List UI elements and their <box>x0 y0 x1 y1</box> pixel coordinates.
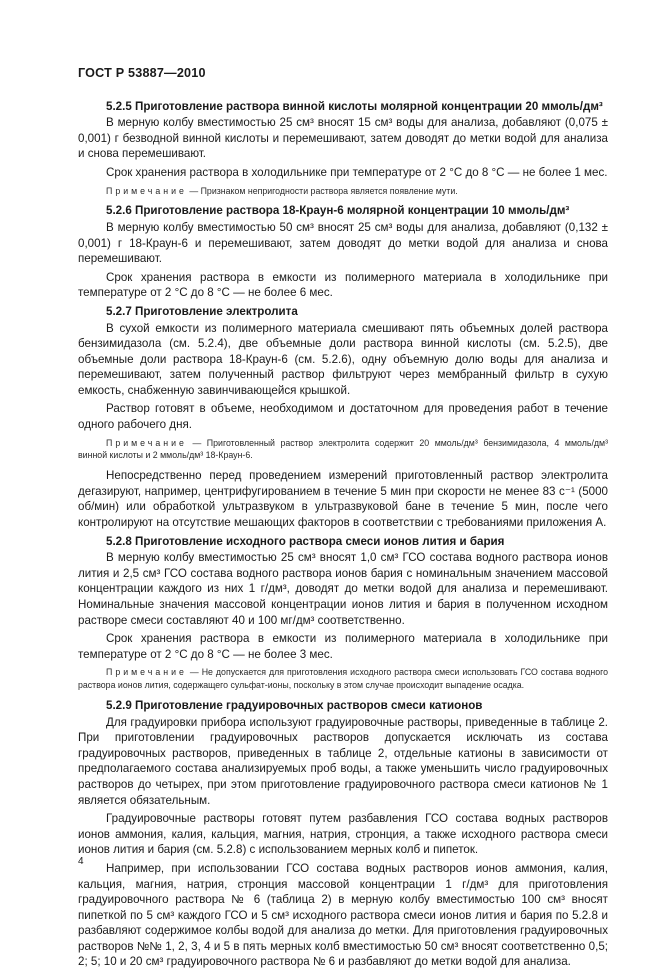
document-header: ГОСТ Р 53887—2010 <box>78 66 206 80</box>
note <box>78 437 608 463</box>
paragraph: В мерную колбу вместимостью 50 см³ вносят 25 см³ воды для анализа, добавляют (0,132 ± 0,001) г 18-Краун-6 и перемешивают, затем доводят до метки водой для анализа и снова перемешивают. <box>78 220 608 266</box>
paragraph: В сухой емкости из полимерного материала смешивают пять объемных долей раствора бензимидазола (см. 5.2.4), две объемные доли раствора винной кислоты (см. 5.2.5), две объемные доли раствора 18-Краун-6 (см. 5.2.6), одну объемную долю воды для анализа и перемешивают, затем полученный раствор фильтруют через мембранный фильтр в сухую емкость, снабженную завинчивающейся крышкой. <box>78 321 608 397</box>
note-text: — Приготовленный раствор электролита содержит 20 ммоль/дм³ бензимидазола, 4 ммоль/дм³ винной кислоты и 2 ммоль/дм³ 18-Краун-6. <box>78 437 608 461</box>
heading-5-2-5: 5.2.5 Приготовление раствора винной кислоты молярной концентрации 20 ммоль/дм³ <box>106 99 603 113</box>
paragraph: Срок хранения раствора в емкости из полимерного материала в холодильнике при температуре от 2 °С до 8 °С — не более 3 мес. <box>78 632 608 661</box>
note <box>78 666 608 692</box>
page-number: 4 <box>78 856 84 867</box>
note-label: Примечание <box>106 667 187 678</box>
paragraph: Для градуировки прибора используют градуировочные растворы, приведенные в таблице 2. При приготовлении градуировочных растворов допускается исключать из состава градуировочных растворов, приведенных в таблице 2, отдельные катионы в зависимости от предполагаемого состава анализируемых проб воды, а также уменьшить число градуировочных растворов до четырех, при этом приготовление градуировочного раствора смеси катионов № 1 является обязательным. <box>78 715 608 807</box>
note-label: Примечание <box>106 437 187 448</box>
paragraph: В мерную колбу вместимостью 25 см³ вносят 1,0 см³ ГСО состава водного раствора ионов лития и 2,5 см³ ГСО состава водного раствора ионов бария с номинальным значением массовой концентрации каждого из них 1 г/дм³, доводят до метки водой для анализа и перемешивают. Номинальные значения массовой концентрации ионов лития и бария в полученном исходном растворе смеси составляют 40 и 100 мг/дм³ соответственно. <box>78 551 608 627</box>
note-label: Примечание <box>106 185 187 196</box>
heading-5-2-7: 5.2.7 Приготовление электролита <box>106 304 298 318</box>
paragraph: Срок хранения раствора в холодильнике при температуре от 2 °С до 8 °С — не более 1 мес. <box>106 165 608 179</box>
note <box>78 185 608 198</box>
paragraph: Например, при использовании ГСО состава водных растворов ионов аммония, калия, кальция, магния, натрия, стронция массовой концентрации 1 г/дм³ для приготовления градуировочного раствора № 6 (таблица 2) в мерную колбу вместимостью 100 см³ вносят пипеткой по 5 см³ каждого ГСО и 5 см³ исходного раствора смеси ионов лития и бария по 5.2.8 и разбавляют содержимое колбы водой для анализа до метки. Для приготовления градуировочных растворов №№ 1, 2, 3, 4 и 5 в пять мерных колб вместимостью 50 см³ вносят соответственно 0,5; 2; 5; 10 и 20 см³ градуировочного раствора № 6 и разбавляют до метки водой для анализа. <box>78 861 608 969</box>
heading-5-2-8: 5.2.8 Приготовление исходного раствора смеси ионов лития и бария <box>106 534 505 548</box>
paragraph: Срок хранения раствора в емкости из полимерного материала в холодильнике при температуре от 2 °С до 8 °С — не более 6 мес. <box>78 270 608 300</box>
heading-5-2-6: 5.2.6 Приготовление раствора 18-Краун-6 молярной концентрации 10 ммоль/дм³ <box>106 204 570 218</box>
note-text: — Не допускается для приготовления исходного раствора смеси использовать ГСО состава водного раствора ионов лития, содержащего сульфат-ионы, поскольку в этом случае происходит выпадение осадка. <box>78 667 608 691</box>
paragraph: Раствор готовят в объеме, необходимом и достаточном для проведения работ в течение одного рабочего дня. <box>78 402 608 432</box>
paragraph: Градуировочные растворы готовят путем разбавления ГСО состава водных растворов ионов аммония, калия, кальция, магния, натрия, стронция, а также исходного раствора смеси ионов лития и бария (см. 5.2.8) с использованием мерных колб и пипеток. <box>78 812 608 857</box>
paragraph: В мерную колбу вместимостью 25 см³ вносят 15 см³ воды для анализа, добавляют (0,075 ± 0,001) г безводной винной кислоты и перемешивают, затем доводят до метки водой для анализа и снова перемешивают. <box>78 116 608 161</box>
heading-5-2-9: 5.2.9 Приготовление градуировочных растворов смеси катионов <box>106 698 483 712</box>
note-text: — Признаком непригодности раствора является появление мути. <box>186 185 458 196</box>
paragraph: Непосредственно перед проведением измерений приготовленный раствор электролита дегазируют, например, центрифугированием в течение 5 мин при скорости не менее 83 с⁻¹ (5000 об/мин) или обработкой ультразвуком в ультразвуковой бане в течение 5 мин, после чего контролируют на отсутствие мешающих факторов в соответствии с требованиями приложения А. <box>78 469 608 530</box>
